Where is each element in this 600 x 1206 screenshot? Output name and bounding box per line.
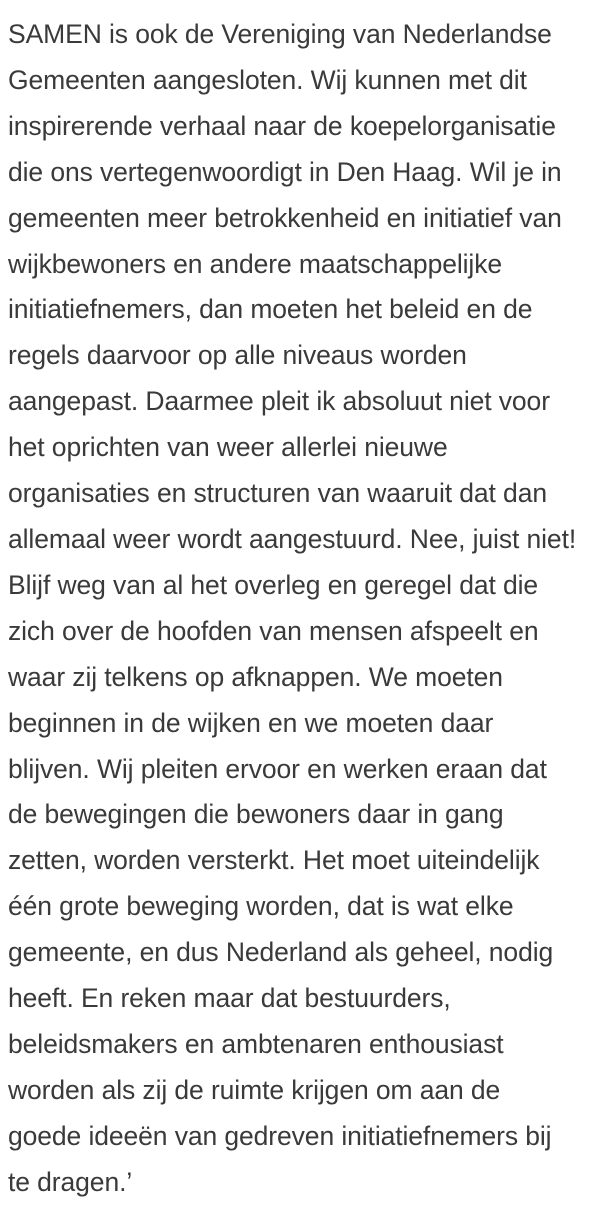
text-line: initiatiefnemers, dan moeten het beleid en de [8,294,533,325]
text-line: gemeenten meer betrokkenheid en initiatief van [8,202,562,233]
text-line: beginnen in de wijken en we moeten daar [8,707,494,738]
text-line: worden als zij de ruimte krijgen om aan de [8,1074,501,1105]
text-line: regels daarvoor op alle niveaus worden [8,340,467,371]
text-line: één grote beweging worden, dat is wat elke [8,891,514,922]
text-line: zich over de hoofden van mensen afspeelt en [8,615,539,646]
article-paragraph [8,12,592,1206]
text-line: de bewegingen die bewoners daar in gang [8,799,504,830]
text-line: waar zij telkens op afknappen. We moeten [8,661,503,692]
text-line: zetten, worden versterkt. Het moet uiteindelijk [8,845,540,876]
text-line: heeft. En reken maar dat bestuurders, [8,983,451,1014]
text-line: die ons vertegenwoordigt in Den Haag. Wil je in [8,156,562,187]
text-line: Blijf weg van al het overleg en geregel dat die [8,569,539,600]
text-line: Gemeenten aangesloten. Wij kunnen met dit [8,64,527,95]
text-line: gemeente, en dus Nederland als geheel, nodig [8,937,554,968]
text-line: goede ideeën van gedreven initiatiefnemers bij [8,1120,552,1151]
text-line: blijven. Wij pleiten ervoor en werken eraan dat [8,753,547,784]
text-line: allemaal weer wordt aangestuurd. Nee, juist niet! [8,523,577,554]
text-line: SAMEN is ook de Vereniging van Nederlandse [8,19,552,49]
text-line: aangepast. Daarmee pleit ik absoluut niet voor [8,386,550,417]
text-line: te dragen.’ [8,1166,133,1197]
text-line: inspirerende verhaal naar de koepelorganisatie [8,110,556,141]
text-line: organisaties en structuren van waaruit dat dan [8,478,547,509]
text-line: wijkbewoners en andere maatschappelijke [8,248,502,279]
text-line: het oprichten van weer allerlei nieuwe [8,432,448,463]
text-line: beleidsmakers en ambtenaren enthousiast [8,1028,504,1059]
